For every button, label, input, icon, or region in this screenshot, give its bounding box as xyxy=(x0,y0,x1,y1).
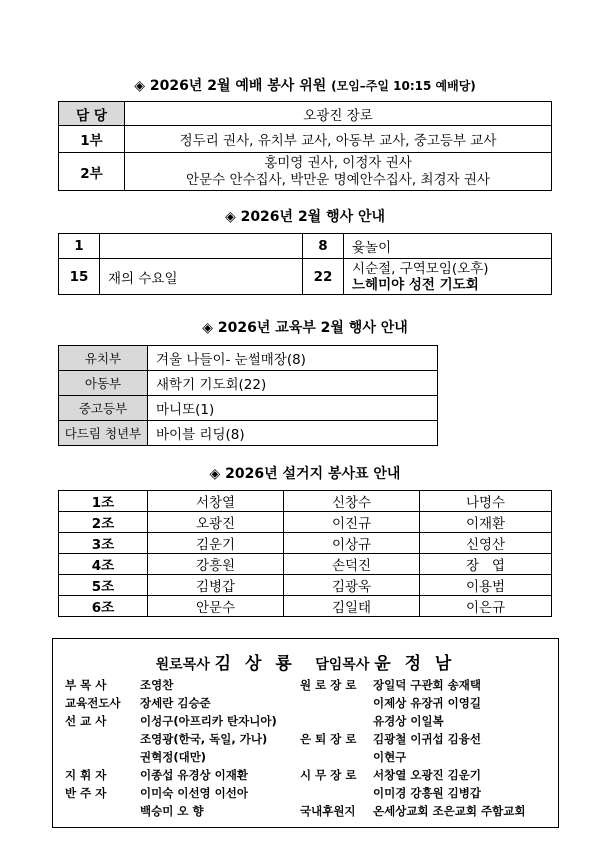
dish-name: 이은규 xyxy=(420,596,552,617)
worship-header-label: 담 당 xyxy=(59,102,125,126)
dish-group: 1조 xyxy=(59,491,148,512)
credit-row: 권혁정(대만) 이현구 xyxy=(140,750,407,764)
worship-row xyxy=(59,126,552,153)
pastor-header: 원로목사 김 상 룡 담임목사 윤 정 남 xyxy=(155,654,456,674)
worship-row-value: 홍미영 권사, 이정자 권사 안문수 안수집사, 박만운 명예안수집사, 최경자 권사 xyxy=(125,153,552,191)
worship-section-title: ◈ 2026년 2월 예배 봉사 위원 (모임–주일 10:15 예배당) xyxy=(134,78,476,94)
event-name: 시순절, 구역모임(오후) 느헤미야 성전 기도회 xyxy=(344,259,552,295)
credit-row: 선 교 사 이성구(아프리카 탄자니아) 유경상 이일복 xyxy=(65,714,444,728)
edu-section-title: ◈ 2026년 교육부 2월 행사 안내 xyxy=(202,320,408,336)
dish-name: 신영산 xyxy=(420,533,552,554)
staff-credits-box xyxy=(52,638,559,828)
dish-name: 안문수 xyxy=(148,596,284,617)
edu-table xyxy=(58,345,438,446)
worship-table xyxy=(58,101,552,191)
worship-row-value: 정두리 권사, 유치부 교사, 아동부 교사, 중고등부 교사 xyxy=(125,126,552,153)
edu-event: 바이블 리딩(8) xyxy=(148,421,438,446)
dish-name: 이진규 xyxy=(284,512,420,533)
edu-row xyxy=(59,371,438,396)
edu-dept: 유치부 xyxy=(59,346,148,371)
event-name: 윷놀이 xyxy=(344,234,552,259)
event-date: 8 xyxy=(303,234,344,259)
dish-name: 이재환 xyxy=(420,512,552,533)
dish-name: 강흥원 xyxy=(148,554,284,575)
edu-event: 마니또(1) xyxy=(148,396,438,421)
edu-dept: 다드림 청년부 xyxy=(59,421,148,446)
emeritus-pastor-name: 김 상 룡 xyxy=(214,654,296,674)
dish-section-title: ◈ 2026년 설거지 봉사표 안내 xyxy=(209,466,401,482)
event-date: 22 xyxy=(303,259,344,295)
dish-table xyxy=(58,490,552,617)
events-row xyxy=(59,259,552,295)
worship-row-label: 2부 xyxy=(59,153,125,191)
dish-name: 손덕진 xyxy=(284,554,420,575)
event-date: 1 xyxy=(59,234,100,259)
dish-row xyxy=(59,575,552,596)
worship-header-row xyxy=(59,102,552,126)
dish-row xyxy=(59,512,552,533)
dish-name: 오광진 xyxy=(148,512,284,533)
dish-name: 이용범 xyxy=(420,575,552,596)
worship-row-label: 1부 xyxy=(59,126,125,153)
event-name xyxy=(100,234,303,259)
dish-group: 5조 xyxy=(59,575,148,596)
edu-row xyxy=(59,346,438,371)
credit-row: 백승미 오 향 국내후원지 온세상교회 조은교회 주함교회 xyxy=(140,804,526,818)
dish-name: 김병갑 xyxy=(148,575,284,596)
dish-group: 3조 xyxy=(59,533,148,554)
event-date: 15 xyxy=(59,259,100,295)
dish-group: 6조 xyxy=(59,596,148,617)
credit-row: 지 휘 자 이종섭 유경상 이재환 시 무 장 로 서창열 오광진 김운기 xyxy=(65,768,481,782)
credit-row: 조영광(한국, 독일, 가나) 은 퇴 장 로 김광철 이귀섭 김융선 xyxy=(140,732,481,746)
dish-row xyxy=(59,491,552,512)
worship-header-value: 오광진 장로 xyxy=(125,102,552,126)
credit-row: 교육전도사 장세란 김승준 이제상 유장귀 이영길 xyxy=(65,696,481,710)
events-section-title: ◈ 2026년 2월 행사 안내 xyxy=(224,209,386,225)
dish-row xyxy=(59,596,552,617)
dish-group: 4조 xyxy=(59,554,148,575)
edu-row xyxy=(59,396,438,421)
dish-name: 김일태 xyxy=(284,596,420,617)
dish-name: 이상규 xyxy=(284,533,420,554)
edu-dept: 중고등부 xyxy=(59,396,148,421)
dish-name: 서창열 xyxy=(148,491,284,512)
dish-name: 나명수 xyxy=(420,491,552,512)
events-table xyxy=(58,233,552,295)
events-row xyxy=(59,234,552,259)
senior-pastor-name: 윤 정 남 xyxy=(374,654,456,674)
dish-name: 김운기 xyxy=(148,533,284,554)
event-name: 재의 수요일 xyxy=(100,259,303,295)
edu-row xyxy=(59,421,438,446)
edu-event: 겨울 나들이- 눈썰매장(8) xyxy=(148,346,438,371)
dish-group: 2조 xyxy=(59,512,148,533)
edu-dept: 아동부 xyxy=(59,371,148,396)
edu-event: 새학기 기도회(22) xyxy=(148,371,438,396)
dish-row xyxy=(59,554,552,575)
dish-name: 김광욱 xyxy=(284,575,420,596)
dish-row xyxy=(59,533,552,554)
worship-row xyxy=(59,153,552,191)
credit-row: 부 목 사 조영찬 원 로 장 로 장일덕 구관회 송재택 xyxy=(65,678,481,692)
credit-row: 반 주 자 이미숙 이선영 이선아 이미경 강흥원 김병갑 xyxy=(65,786,481,800)
dish-name: 장 엽 xyxy=(420,554,552,575)
dish-name: 신창수 xyxy=(284,491,420,512)
